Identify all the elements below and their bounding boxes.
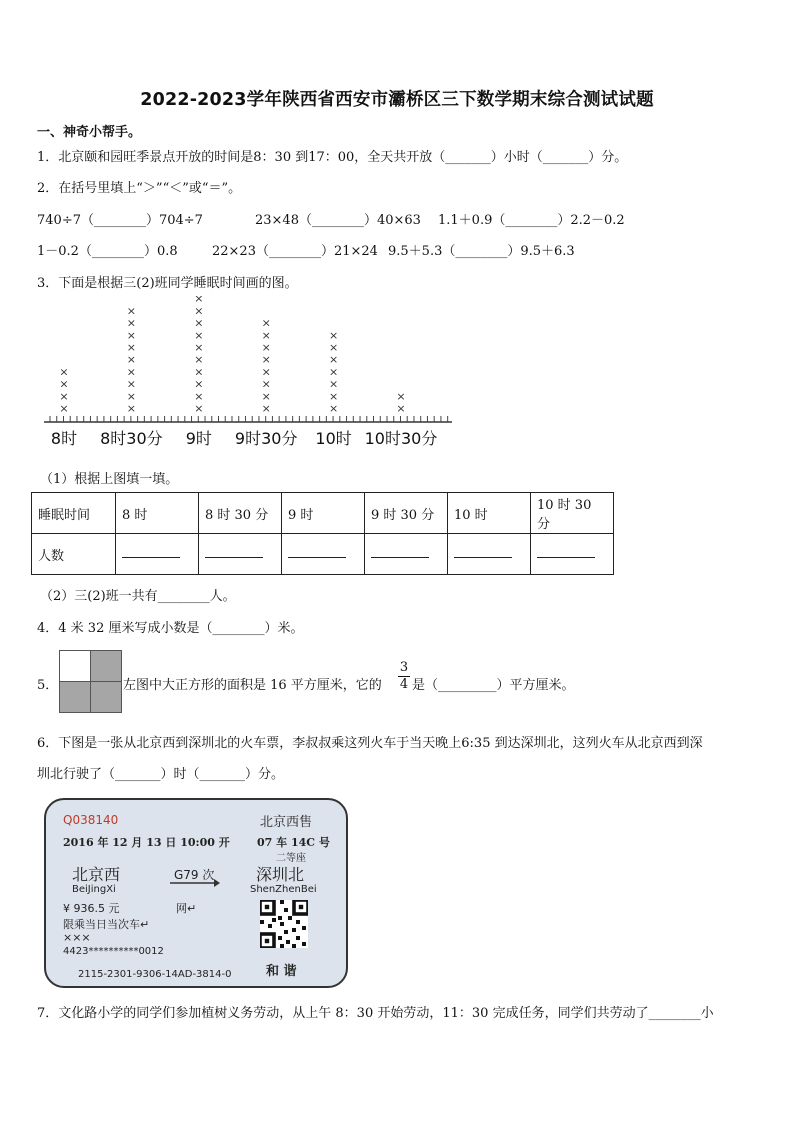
data-mark: × xyxy=(328,402,339,415)
ticket-from-pinyin: BeiJingXi xyxy=(72,884,116,895)
data-mark: × xyxy=(261,377,271,391)
fraction xyxy=(398,660,410,693)
ticket-train: G79 次 xyxy=(174,868,215,882)
data-mark: × xyxy=(194,296,204,306)
ticket-price: ¥ 936.5 元 xyxy=(63,902,120,915)
table-header-cell: 8 时 xyxy=(116,493,199,534)
tick-label: 10时 xyxy=(315,429,352,448)
data-mark: × xyxy=(194,304,204,318)
data-mark: × xyxy=(261,353,271,367)
answer-blank[interactable] xyxy=(199,534,282,575)
data-mark: × xyxy=(194,341,204,354)
section-heading: 一、神奇小帮手。 xyxy=(37,125,142,140)
data-mark: × xyxy=(126,353,137,367)
data-mark: × xyxy=(328,377,339,391)
compare-item: 22×23（________）21×24 xyxy=(212,244,378,259)
table-header-cell: 睡眠时间 xyxy=(32,493,116,534)
compare-item: 740÷7（________）704÷7 xyxy=(37,213,203,228)
data-mark: × xyxy=(328,328,339,342)
question-5-text-b: 是（_________）平方厘米。 xyxy=(412,678,575,693)
data-mark: × xyxy=(59,377,69,391)
data-mark: × xyxy=(261,316,271,330)
ticket-datetime: 2016 年 12 月 13 日 10:00 开 xyxy=(63,836,230,849)
question-2-stem: 2．在括号里填上“＞”“＜”或“＝”。 xyxy=(37,181,242,196)
answer-blank[interactable] xyxy=(365,534,448,575)
ticket-to-pinyin: ShenZhenBei xyxy=(250,884,317,895)
tick-label: 9时 xyxy=(185,429,212,448)
data-mark: × xyxy=(194,389,204,403)
data-mark: × xyxy=(194,402,204,415)
sleep-dot-plot xyxy=(30,296,470,460)
tick-label: 8时 xyxy=(50,429,78,448)
question-5-number: 5． xyxy=(37,678,59,693)
square-quarter-shaded xyxy=(90,650,122,682)
ticket-seat: 07 车 14C 号 xyxy=(257,836,330,849)
ticket-class: 二等座 xyxy=(276,853,306,864)
question-6-line1: 6．下图是一张从北京西到深圳北的火车票，李叔叔乘这列火车于当天晚上6:35 到达深圳北，这列火车从北京西到深 xyxy=(37,736,703,751)
table-row-label: 人数 xyxy=(32,534,116,575)
data-mark: × xyxy=(328,353,339,367)
ticket-serial: 2115-2301-9306-14AD-3814-0 xyxy=(78,969,232,980)
data-mark: × xyxy=(261,389,271,403)
data-mark: × xyxy=(194,316,204,330)
marks xyxy=(59,296,405,415)
fraction-numerator: 3 xyxy=(399,660,409,675)
square-quarter-shaded xyxy=(90,681,122,713)
ticket-office: 北京西售 xyxy=(260,815,313,830)
table-header-cell: 9 时 30 分 xyxy=(365,493,448,534)
compare-item: 1－0.2（________）0.8 xyxy=(37,244,178,259)
data-mark: × xyxy=(261,328,271,342)
data-mark: × xyxy=(194,353,204,367)
data-mark: × xyxy=(126,341,137,354)
ticket-code: Q038140 xyxy=(63,813,119,827)
data-mark: × xyxy=(126,402,137,415)
answer-blank[interactable] xyxy=(448,534,531,575)
table-header-cell: 9 时 xyxy=(282,493,365,534)
data-mark: × xyxy=(126,365,137,379)
data-mark: × xyxy=(261,365,271,379)
data-mark: × xyxy=(396,402,406,415)
tick-labels xyxy=(51,429,437,448)
compare-item: 1.1＋0.9（________）2.2－0.2 xyxy=(438,213,625,228)
data-mark: × xyxy=(126,328,137,342)
data-mark: × xyxy=(328,389,339,403)
table-header-cell: 10 时 xyxy=(448,493,531,534)
compare-item: 9.5＋5.3（________）9.5＋6.3 xyxy=(388,244,575,259)
square-quarter-shaded xyxy=(59,681,91,713)
table-row xyxy=(32,534,614,575)
question-1: 1．北京颐和园旺季景点开放的时间是8：30 到17：00，全天共开放（_______）小时（_______）分。 xyxy=(37,150,628,165)
tick-label: 10时30分 xyxy=(364,429,438,448)
data-mark: × xyxy=(194,365,204,379)
qr-code-icon xyxy=(260,900,308,948)
data-mark: × xyxy=(59,402,69,415)
data-mark: × xyxy=(126,389,137,403)
square-figure xyxy=(59,650,121,712)
question-3-sub1: （1）根据上图填一填。 xyxy=(40,472,179,487)
question-5-text-a: 左图中大正方形的面积是 16 平方厘米，它的 xyxy=(123,678,382,693)
data-mark: × xyxy=(59,365,69,379)
data-mark: × xyxy=(59,389,69,403)
data-mark: × xyxy=(126,316,137,330)
question-4: 4．4 米 32 厘米写成小数是（________）米。 xyxy=(37,621,304,636)
ticket-name: ××× xyxy=(63,931,91,944)
answer-blank[interactable] xyxy=(531,534,614,575)
table-header-cell: 8 时 30 分 xyxy=(199,493,282,534)
arrow-right-icon xyxy=(170,879,220,887)
question-3-stem: 3．下面是根据三(2)班同学睡眠时间画的图。 xyxy=(37,276,298,291)
ticket-notice: 限乘当日当次车↵ xyxy=(63,918,150,931)
compare-item: 23×48（________）40×63 xyxy=(255,213,421,228)
ticket-id: 4423**********0012 xyxy=(63,946,164,957)
data-mark: × xyxy=(261,341,271,354)
data-mark: × xyxy=(126,304,137,318)
page-title: 2022-2023学年陕西省西安市灞桥区三下数学期末综合测试试题 xyxy=(140,90,654,110)
tick-label: 9时30分 xyxy=(234,429,298,448)
data-mark: × xyxy=(396,389,406,403)
ticket-from: 北京西 xyxy=(72,865,121,884)
data-mark: × xyxy=(194,328,204,342)
data-mark: × xyxy=(194,377,204,391)
number-line xyxy=(44,416,452,422)
sleep-table xyxy=(31,492,614,575)
answer-blank[interactable] xyxy=(116,534,199,575)
ticket-to: 深圳北 xyxy=(256,865,305,884)
question-7: 7．文化路小学的同学们参加植树义务劳动，从上午 8：30 开始劳动，11：30 完成任务，同学们共劳动了________小 xyxy=(37,1006,714,1021)
data-mark: × xyxy=(126,377,137,391)
answer-blank[interactable] xyxy=(282,534,365,575)
data-mark: × xyxy=(261,402,271,415)
tick-label: 8时30分 xyxy=(100,429,163,448)
ticket-net: 网↵ xyxy=(176,902,197,915)
data-mark: × xyxy=(328,365,339,379)
square-quarter-white xyxy=(59,650,91,682)
question-6-line2: 圳北行驶了（_______）时（_______）分。 xyxy=(37,767,285,782)
data-mark: × xyxy=(328,341,339,354)
fraction-denominator: 4 xyxy=(399,677,409,692)
ticket-slogan: 和 谐 xyxy=(266,964,297,979)
table-row xyxy=(32,493,614,534)
question-3-sub2: （2）三(2)班一共有________人。 xyxy=(40,589,236,604)
table-header-cell: 10 时 30 分 xyxy=(531,493,614,534)
train-ticket xyxy=(44,798,348,988)
